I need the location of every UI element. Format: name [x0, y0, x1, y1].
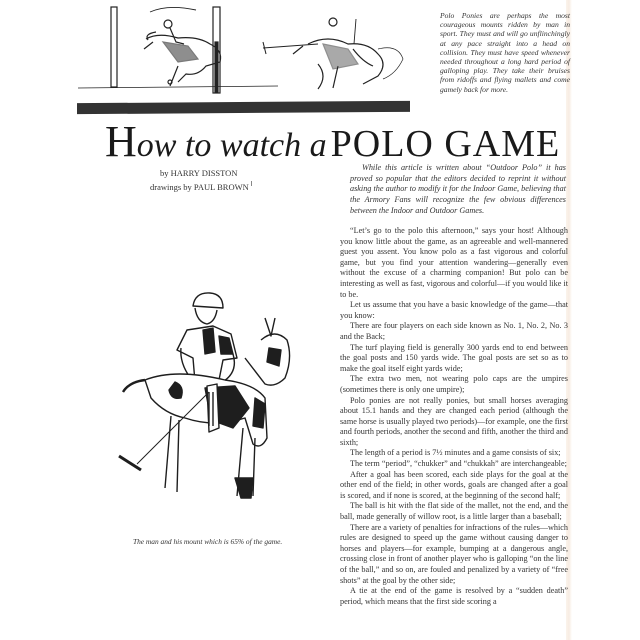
paragraph: The length of a period is 7½ minutes and a game consists of six;	[350, 448, 561, 458]
author-byline: by HARRY DISSTON	[160, 168, 238, 178]
paragraph: “Let’s go to the polo this afternoon,” says your host! Although you know little about the game, as an agreeable and well-mannered guest you assent. You know polo as a fast vigorous and colorful game, but you find your attention wandering—generally even without the excuse of a charming companion! But polo can be interesting as well as fast, vigorous and colorful—if you would like it to be.	[340, 226, 568, 299]
article-title	[105, 116, 560, 167]
top-polo-illustration	[78, 4, 418, 96]
paragraph: Polo ponies are not really ponies, but small horses averaging about 15.1 hands and they are changed each period (although the same horse is usually played two periods)—for example, one the first and fourth periods, another the second and fifth, another the third and sixth;	[340, 395, 568, 447]
title-initial: H	[105, 117, 137, 166]
illustration-caption: The man and his mount which is 65% of the game.	[133, 537, 283, 546]
paragraph: After a goal has been scored, each side plays for the goal at the other end of the field; in other words, goals are changed after a goal is scored, and if none is scored, at the beginning of the second half;	[340, 469, 568, 500]
sidebar-note: Polo Ponies are perhaps the most courageous mounts ridden by man in sport. They must and will go unflinchingly at any pace straight into a head on collision. They must have speed whenever needed throughout a long hard period of galloping play. They take their bruises from ridoffs and flying mallets and come gamely back for more.	[440, 11, 570, 94]
paragraph: The term “period”, “chukker” and “chukkah” are interchangeable;	[350, 459, 567, 469]
paragraph: There are a variety of penalties for infractions of the rules—which rules are designed to speed up the game without causing danger to horses and players—for example, bumping at a dangerous angle, crossing close in front of another player who is galloping “on the line of the ball,” and so on, are fouled and penalized by a variety of “free shots” at the goal by the other side;	[340, 522, 568, 585]
paragraph: The extra two men, not wearing polo caps are the umpires (sometimes there is only one umpire);	[340, 374, 568, 394]
paragraph: The ball is hit with the flat side of the mallet, not the end, and the ball, made generally of willow root, is a little larger than a baseball;	[340, 501, 568, 522]
paragraph: The turf playing field is generally 300 yards end to end between the goal posts and 150 yards wide. The goal posts are set so as to make the goal itself eight yards wide;	[340, 342, 568, 373]
paragraph: There are four players on each side known as No. 1, No. 2, No. 3 and the Back;	[340, 321, 568, 341]
header-divider-bar	[77, 101, 410, 114]
paragraph: Let us assume that you have a basic knowledge of the game—that you know:	[340, 300, 568, 320]
paragraph: A tie at the end of the game is resolved by a “sudden death” period, which means that the first side scoring a	[340, 586, 568, 606]
editor-intro: While this article is written about “Outdoor Polo” it has proved so popular that the editors decided to reprint it without asking the author to modify it for the Indoor Game, believing that the Armory Fans will recognize the few obvious differences between the Indoor and Outdoor Games.	[350, 163, 566, 215]
polo-player-illustration	[115, 288, 305, 503]
article-body	[340, 226, 568, 607]
title-italic-part: ow to watch a	[136, 127, 327, 164]
illustrator-credit: drawings by PAUL BROWN	[150, 182, 249, 192]
print-mark	[251, 181, 252, 186]
title-caps-part: POLO GAME	[330, 123, 561, 165]
